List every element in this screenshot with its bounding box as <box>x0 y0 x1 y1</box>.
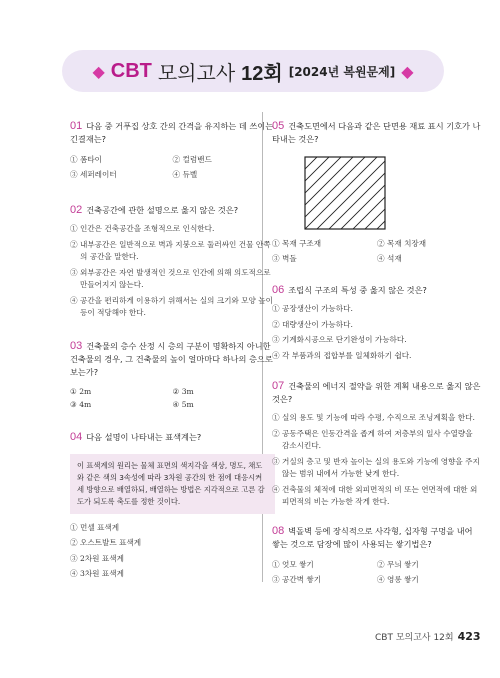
options <box>70 522 275 581</box>
option: ③ 외부공간은 자연 발생적인 것으로 인간에 의해 의도적으로 만들어지지 않는다. <box>70 267 271 289</box>
option: ④ 듀벨 <box>172 170 198 179</box>
diamond-right-icon: ◆ <box>401 61 414 81</box>
question-03 <box>70 340 275 409</box>
option: ② 공동주택은 인동간격을 좁게 하여 저층부의 일사 수열량을 감소시킨다. <box>272 428 473 450</box>
question-text: 벽돌벽 등에 장식적으로 사각형, 십자형 구멍을 내어 쌓는 것으로 담장에 많이 사용되는 쌓기법은? <box>272 525 473 549</box>
hatched-square-symbol <box>304 156 386 230</box>
banner-subtitle: [2024년 복원문제] <box>288 64 396 79</box>
option: ④ 3차원 표색계 <box>70 569 124 578</box>
option: ④ 각 부품과의 접합부를 일체화하기 쉽다. <box>272 350 412 360</box>
question-08 <box>272 525 482 585</box>
question-text: 다음 설명이 나타내는 표색계는? <box>86 431 202 442</box>
option: ① 먼셀 표색계 <box>70 522 120 532</box>
page-footer <box>375 630 481 643</box>
banner-title: 모의고사 <box>157 62 236 85</box>
left-column <box>70 120 275 584</box>
option: ① 인간은 건축공간을 조형적으로 인식한다. <box>70 224 215 233</box>
question-number: 05 <box>272 120 285 132</box>
options <box>272 238 482 264</box>
options <box>272 412 482 509</box>
option: ③ 거실의 층고 및 반자 높이는 실의 용도와 기능에 영향을 주지 않는 범위 내에서 가능한 낮게 한다. <box>272 456 480 478</box>
right-column <box>272 120 482 585</box>
options <box>272 559 482 585</box>
question-number: 03 <box>70 339 83 352</box>
question-06 <box>272 284 482 362</box>
option: ② 대량생산이 가능하다. <box>272 319 353 329</box>
option: ③ 기계화시공으로 단기완성이 가능하다. <box>272 335 407 344</box>
question-text: 다음 중 거푸집 상호 간의 간격을 유지하는 데 쓰이는 긴결재는? <box>70 121 274 144</box>
option: ② 오스트발트 표색계 <box>70 538 142 547</box>
option: ④ 5m <box>172 399 194 409</box>
question-number: 08 <box>272 524 285 537</box>
question-text: 건축도면에서 다음과 같은 단면용 재료 표시 기호가 나타내는 것은? <box>272 121 481 144</box>
diamond-left-icon: ◆ <box>92 61 105 81</box>
option: ③ 세퍼레이터 <box>70 170 117 179</box>
question-07 <box>272 380 482 509</box>
options <box>70 387 275 409</box>
question-02 <box>70 204 275 320</box>
question-04 <box>70 431 275 581</box>
option: ③ 공간벽 쌓기 <box>272 574 322 584</box>
question-number: 02 <box>70 204 83 216</box>
question-01 <box>70 120 275 180</box>
question-number: 01 <box>70 120 83 132</box>
question-number: 04 <box>70 430 83 443</box>
option: ① 폼타이 <box>70 155 103 164</box>
option: ② 목재 치장재 <box>377 239 427 248</box>
question-text: 조립식 구조의 특성 중 옳지 않은 것은? <box>288 285 427 295</box>
info-box: 이 표색계의 원리는 물체 표면의 색지각을 색상, 명도, 채도와 같은 색의 3속성에 따라 3차원 공간의 한 점에 대응시켜 세 방향으로 배열하되, 배열하는 방법은 지각적으로 고른 감도가 되도록 축도를 정한 것이다. <box>70 454 275 514</box>
banner-number: 12회 <box>241 62 283 85</box>
page-number: 423 <box>457 630 481 643</box>
option: ③ 2차원 표색계 <box>70 553 124 563</box>
footer-label: CBT 모의고사 12회 <box>375 633 454 643</box>
option: ① 엇모 쌓기 <box>272 559 314 569</box>
option: ④ 공간을 편리하게 이용하기 위해서는 실의 크기와 모양 높이 등이 적당해야 한다. <box>70 295 273 317</box>
option: ② 컬럼밴드 <box>172 155 212 164</box>
option: ② 내부공간은 일반적으로 벽과 지붕으로 둘러싸인 건물 안쪽의 공간을 말한다. <box>70 239 271 261</box>
option: ② 3m <box>172 386 194 396</box>
option: ① 공장생산이 가능하다. <box>272 304 353 313</box>
option: ④ 영롱 쌓기 <box>377 574 419 584</box>
option: ③ 벽돌 <box>272 254 297 263</box>
question-text: 건축물의 층수 산정 시 층의 구분이 명확하지 아니한 건축물의 경우, 그 건축물의 높이 얼마마다 하나의 층으로 보는가? <box>70 340 273 377</box>
option: ④ 건축물의 체적에 대한 외피면적의 비 또는 연면적에 대한 외피면적의 비는 가능한 작게 한다. <box>272 484 478 506</box>
option: ③ 4m <box>70 399 92 409</box>
option: ① 목재 구조재 <box>272 239 322 248</box>
options <box>70 223 275 320</box>
question-05 <box>272 120 482 264</box>
question-number: 06 <box>272 284 285 296</box>
question-number: 07 <box>272 380 285 392</box>
option: ① 2m <box>70 386 92 396</box>
question-text: 건축공간에 관한 설명으로 옳지 않은 것은? <box>86 205 239 215</box>
title-banner <box>62 50 444 92</box>
banner-cbt: CBT <box>110 59 152 82</box>
options <box>272 303 482 362</box>
option: ① 실의 용도 및 기능에 따라 수평, 수직으로 조닝계획을 한다. <box>272 413 475 422</box>
question-text: 건축물의 에너지 절약을 위한 계획 내용으로 옳지 않은 것은? <box>272 381 481 404</box>
options <box>70 154 275 180</box>
option: ④ 석재 <box>377 254 402 263</box>
option: ② 무늬 쌓기 <box>377 559 419 569</box>
